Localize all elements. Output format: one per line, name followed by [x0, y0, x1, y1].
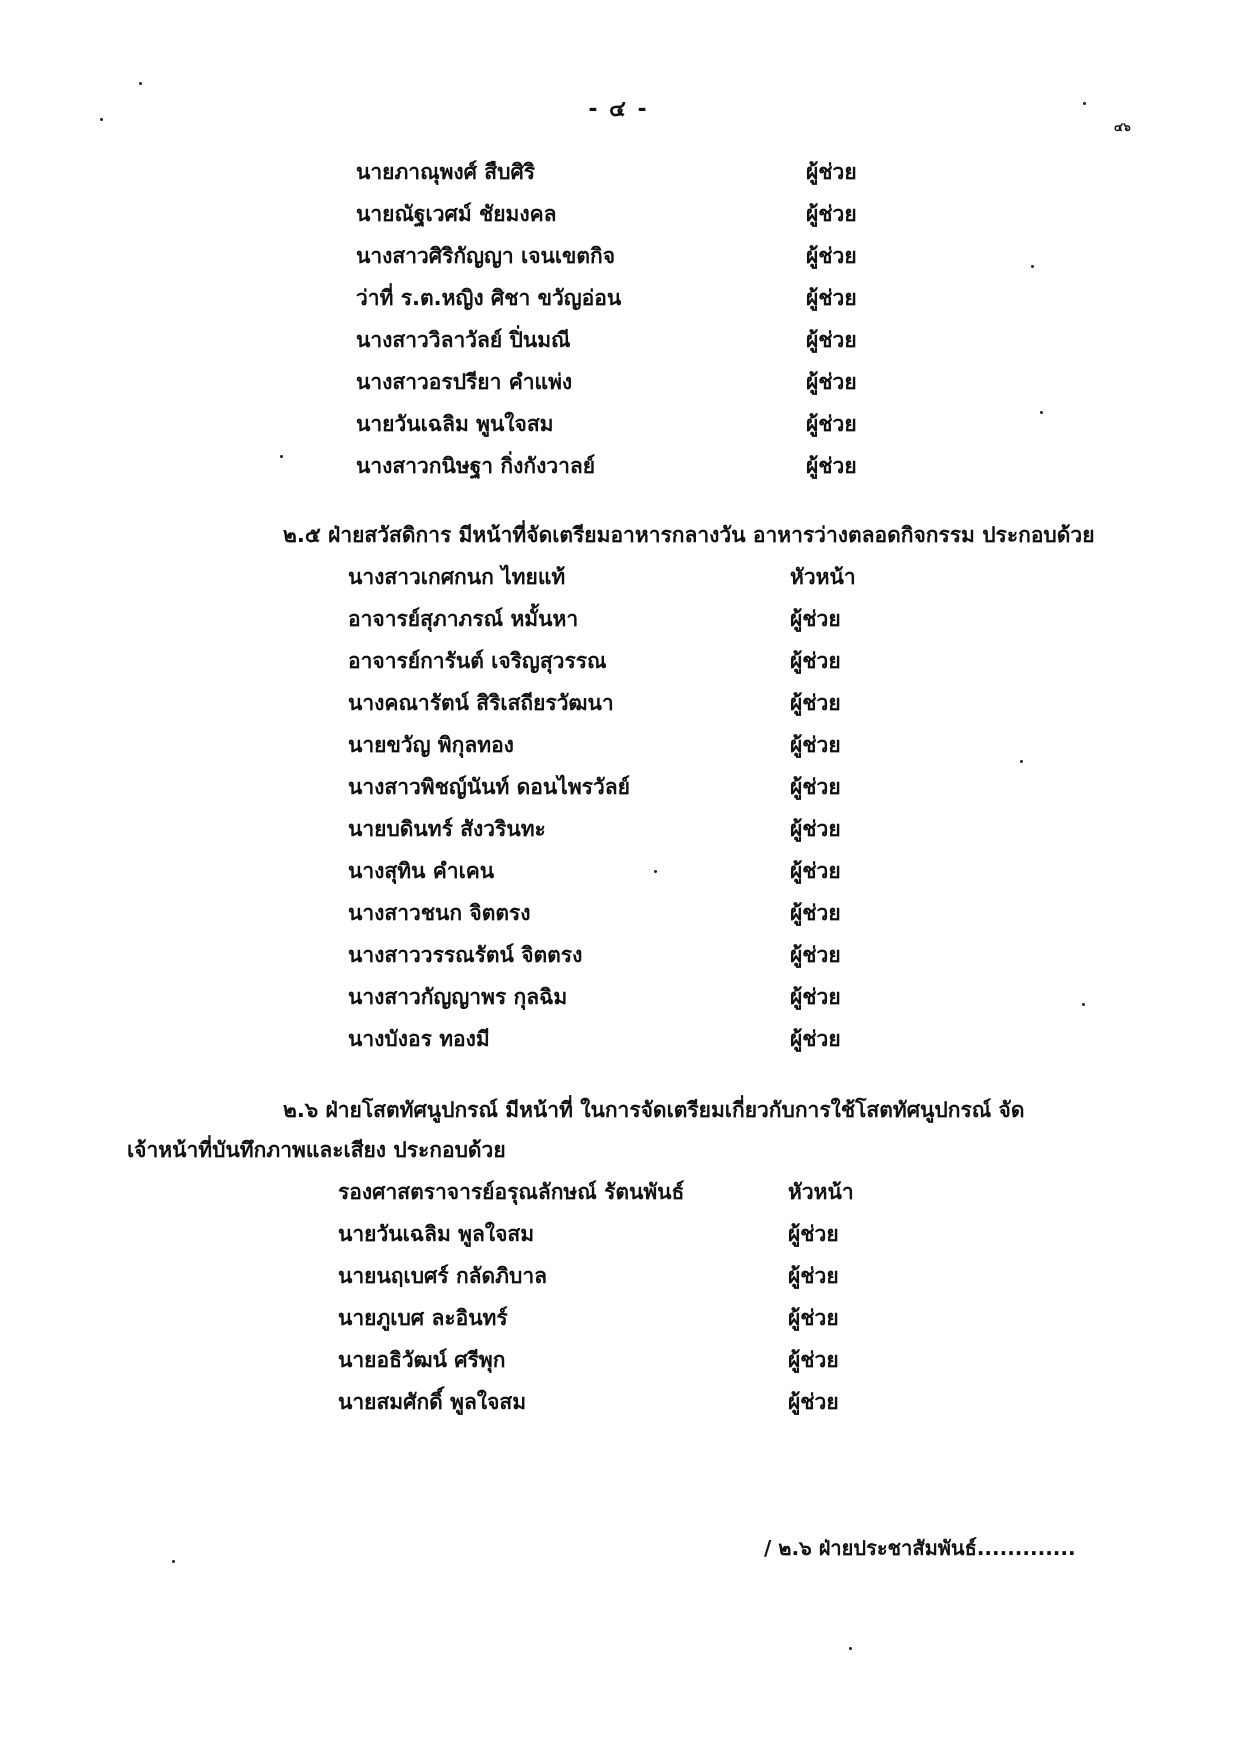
member-name: นายบดินทร์ สังวรินทะ	[348, 817, 546, 841]
scan-speck	[280, 455, 283, 458]
list-item	[348, 808, 868, 850]
member-name: นางสาววิลาวัลย์ ปิ่นมณี	[356, 328, 571, 352]
scan-speck	[100, 118, 103, 121]
list-item	[348, 640, 868, 682]
scan-speck	[1020, 760, 1023, 763]
member-role: ผู้ช่วย	[806, 244, 857, 268]
list-item	[356, 277, 876, 319]
member-name: อาจารย์สุภาภรณ์ หมั้นหา	[348, 607, 579, 631]
member-name: นางสาวศิริกัญญา เจนเขตกิจ	[356, 244, 616, 268]
member-role: ผู้ช่วย	[790, 1027, 841, 1051]
member-name: รองศาสตราจารย์อรุณลักษณ์ รัตนพันธ์	[338, 1180, 685, 1204]
list-item	[348, 766, 868, 808]
list-item	[356, 361, 876, 403]
member-role: ผู้ช่วย	[790, 901, 841, 925]
list-item	[348, 934, 868, 976]
member-name: นางสาวกนิษฐา กิ่งกังวาลย์	[356, 454, 596, 478]
member-role: ผู้ช่วย	[788, 1306, 839, 1330]
scan-speck	[1040, 411, 1043, 414]
member-role: ผู้ช่วย	[790, 943, 841, 967]
list-item	[356, 445, 876, 487]
member-name: นายวันเฉลิม พูลใจสม	[338, 1222, 535, 1246]
scan-speck	[139, 82, 142, 85]
member-name: นางสาวเกศกนก ไทยแท้	[348, 565, 566, 589]
list-item	[348, 976, 868, 1018]
list-item	[348, 892, 868, 934]
list-item	[338, 1255, 858, 1297]
member-name: นางคณารัตน์ สิริเสถียรวัฒนา	[348, 691, 614, 715]
member-name: นายอธิวัฒน์ ศรีพุก	[338, 1348, 506, 1372]
scan-speck	[1083, 102, 1086, 105]
member-role: หัวหน้า	[788, 1180, 854, 1204]
member-name: นายภูเบศ ละอินทร์	[338, 1306, 508, 1330]
corner-page-mark: ๔๖	[1114, 120, 1131, 134]
list-item	[338, 1297, 858, 1339]
member-list-section-2-5	[348, 556, 868, 1060]
list-item	[356, 193, 876, 235]
page-number: - ๔ -	[588, 97, 649, 122]
member-name: ว่าที่ ร.ต.หญิง ศิชา ขวัญอ่อน	[356, 286, 622, 310]
member-role: ผู้ช่วย	[788, 1348, 839, 1372]
scan-speck	[654, 870, 657, 873]
member-role: หัวหน้า	[790, 565, 856, 589]
member-list-section-2-6	[338, 1171, 858, 1423]
member-name: นางสาวกัญญาพร กุลฉิม	[348, 985, 568, 1009]
list-item	[356, 235, 876, 277]
member-name: อาจารย์การันต์ เจริญสุวรรณ	[348, 649, 607, 673]
next-page-reference: / ๒.๖ ฝ่ายประชาสัมพันธ์.............	[764, 1536, 1076, 1560]
member-role: ผู้ช่วย	[806, 202, 857, 226]
member-name: นายสมศักดิ์ พูลใจสม	[338, 1390, 527, 1414]
member-role: ผู้ช่วย	[806, 412, 857, 436]
list-item	[348, 1018, 868, 1060]
list-item	[338, 1213, 858, 1255]
list-item	[356, 403, 876, 445]
member-name: นางสุทิน คำเคน	[348, 859, 495, 883]
list-item	[348, 724, 868, 766]
scan-speck	[1082, 1003, 1085, 1006]
member-role: ผู้ช่วย	[806, 328, 857, 352]
member-role: ผู้ช่วย	[790, 817, 841, 841]
list-item	[348, 682, 868, 724]
member-name: นางสาวชนก จิตตรง	[348, 901, 531, 925]
member-role: ผู้ช่วย	[806, 286, 857, 310]
member-role: ผู้ช่วย	[790, 691, 841, 715]
member-name: นายภาณุพงศ์ สืบศิริ	[356, 160, 536, 184]
scan-speck	[1031, 265, 1034, 268]
member-name: นายณัฐเวศม์ ชัยมงคล	[356, 202, 557, 226]
member-role: ผู้ช่วย	[788, 1390, 839, 1414]
member-name: นายขวัญ พิกุลทอง	[348, 733, 514, 757]
list-item	[338, 1339, 858, 1381]
member-name: นางบังอร ทองมี	[348, 1027, 490, 1051]
member-list-section-2-4	[356, 151, 876, 487]
member-name: นางสาววรรณรัตน์ จิตตรง	[348, 943, 583, 967]
section-2-6-heading-line-1: ๒.๖ ฝ่ายโสตทัศนูปกรณ์ มีหน้าที่ ในการจัดเตรียมเกี่ยวกับการใช้โสตทัศนูปกรณ์ จัด	[283, 1098, 1025, 1122]
list-item	[338, 1171, 858, 1213]
member-role: ผู้ช่วย	[790, 859, 841, 883]
member-role: ผู้ช่วย	[788, 1222, 839, 1246]
section-2-5-heading: ๒.๕ ฝ่ายสวัสดิการ มีหน้าที่จัดเตรียมอาหารกลางวัน อาหารว่างตลอดกิจกรรม ประกอบด้วย	[283, 523, 1095, 547]
member-role: ผู้ช่วย	[806, 370, 857, 394]
list-item	[348, 850, 868, 892]
list-item	[348, 556, 868, 598]
list-item	[356, 319, 876, 361]
member-name: นายวันเฉลิม พูนใจสม	[356, 412, 554, 436]
member-name: นายนฤเบศร์ กลัดภิบาล	[338, 1264, 548, 1288]
member-name: นางสาวอรปรียา คำแพ่ง	[356, 370, 573, 394]
member-role: ผู้ช่วย	[790, 775, 841, 799]
member-role: ผู้ช่วย	[790, 607, 841, 631]
member-role: ผู้ช่วย	[806, 160, 857, 184]
scan-speck	[172, 1560, 175, 1563]
section-2-6-heading-line-2: เจ้าหน้าที่บันทึกภาพและเสียง ประกอบด้วย	[127, 1138, 506, 1162]
scan-speck	[849, 1647, 852, 1650]
member-role: ผู้ช่วย	[790, 733, 841, 757]
member-role: ผู้ช่วย	[788, 1264, 839, 1288]
member-role: ผู้ช่วย	[806, 454, 857, 478]
list-item	[338, 1381, 858, 1423]
member-role: ผู้ช่วย	[790, 985, 841, 1009]
member-name: นางสาวพิชญ์นันท์ ดอนไพรวัลย์	[348, 775, 630, 799]
list-item	[356, 151, 876, 193]
list-item	[348, 598, 868, 640]
member-role: ผู้ช่วย	[790, 649, 841, 673]
